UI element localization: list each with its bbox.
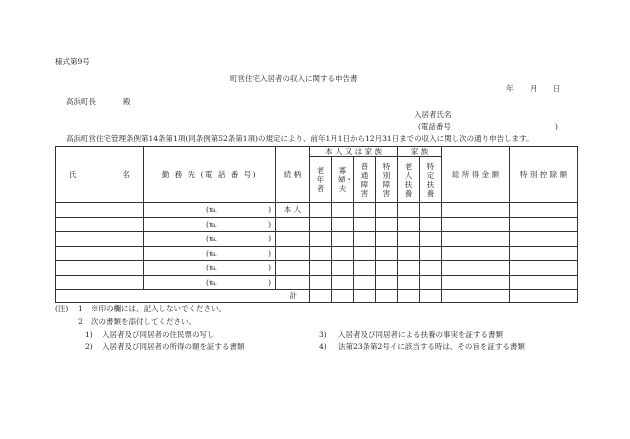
applicant-phone-label: (電話番号: [418, 122, 451, 131]
date-month: 月: [530, 84, 538, 93]
relation-cell[interactable]: [276, 275, 310, 290]
deduction-cell[interactable]: [510, 261, 578, 276]
phone-suffix: ): [268, 277, 271, 287]
phone-suffix: ): [268, 219, 271, 229]
check-cell[interactable]: [376, 275, 398, 290]
name-cell[interactable]: [56, 232, 144, 247]
attachment-3-text: 入居者及び同居者による扶養の事実を証する書類: [338, 330, 503, 339]
date-day: 日: [553, 84, 561, 93]
check-cell[interactable]: [376, 232, 398, 247]
table-row: [56, 246, 578, 261]
check-cell[interactable]: [332, 275, 354, 290]
relation-cell[interactable]: [276, 232, 310, 247]
relation-cell[interactable]: [276, 217, 310, 232]
phone-suffix: ): [268, 248, 271, 258]
check-cell[interactable]: [310, 232, 332, 247]
header-special-disability: [376, 157, 398, 203]
phone-prefix: (℡: [206, 248, 217, 258]
header-relation: [276, 147, 310, 203]
note-2-text: 次の書類を添付してください。: [91, 317, 196, 326]
phone-prefix: (℡: [206, 263, 217, 272]
workplace-cell[interactable]: [144, 261, 276, 276]
workplace-cell[interactable]: [144, 203, 276, 218]
phone-prefix: (℡: [206, 277, 217, 287]
header-elderly-label: 老年者: [316, 166, 325, 193]
applicant-name-label: 入居者氏名: [414, 110, 452, 119]
header-group-family: [398, 147, 442, 157]
check-cell[interactable]: [332, 290, 354, 303]
notes-label: (注): [55, 304, 69, 313]
check-cell[interactable]: [376, 246, 398, 261]
header-name: [56, 147, 144, 203]
header-widow-label: 寡婦・夫: [338, 166, 353, 193]
deduction-cell[interactable]: [510, 203, 578, 218]
check-cell[interactable]: [420, 217, 442, 232]
check-cell[interactable]: [332, 261, 354, 276]
check-cell[interactable]: [376, 203, 398, 218]
income-cell[interactable]: [442, 217, 510, 232]
form-number: 様式第9号: [55, 57, 90, 66]
declaration-statement: 高浜町営住宅管理条例第14条第1項(同条例第52条第1項)の規定により、前年1月1日から12月31日までの収入に関し次の通り申告します。: [66, 134, 534, 143]
header-income-label: 総 所 得 金 額: [452, 169, 500, 179]
total-label: 計: [289, 291, 297, 301]
header-specific-dependent: [420, 157, 442, 203]
header-disability-label: 普通障害: [360, 161, 369, 198]
check-cell[interactable]: [310, 261, 332, 276]
phone-prefix: (℡: [206, 219, 217, 229]
header-elderly: [310, 157, 332, 203]
attachment-1-text: 入居者及び同居者の住民票の写し: [102, 330, 215, 339]
check-cell[interactable]: [310, 217, 332, 232]
income-cell[interactable]: [442, 246, 510, 261]
check-cell[interactable]: [398, 203, 420, 218]
check-cell[interactable]: [420, 275, 442, 290]
check-cell[interactable]: [332, 232, 354, 247]
check-cell[interactable]: [354, 261, 376, 276]
check-cell[interactable]: [332, 217, 354, 232]
deduction-cell[interactable]: [510, 232, 578, 247]
phone-suffix: ): [268, 234, 271, 243]
note-2-num: 2: [78, 317, 83, 326]
relation-cell[interactable]: [276, 261, 310, 276]
check-cell[interactable]: [376, 261, 398, 276]
table-row: [56, 217, 578, 232]
income-total-cell[interactable]: [442, 290, 510, 303]
check-cell[interactable]: [398, 261, 420, 276]
header-income: [442, 147, 510, 203]
header-group-self: [310, 147, 398, 157]
name-cell[interactable]: [56, 217, 144, 232]
phone-suffix: ): [268, 205, 271, 214]
check-cell[interactable]: [310, 290, 332, 303]
attachment-4-text: 法第23条第2号イに該当する時は、その旨を証する書類: [338, 342, 525, 351]
deduction-cell[interactable]: [510, 217, 578, 232]
page-title: 町営住宅入居者の収入に関する申告書: [230, 74, 358, 83]
check-cell[interactable]: [354, 246, 376, 261]
check-cell[interactable]: [398, 217, 420, 232]
phone-prefix: (℡: [206, 205, 217, 214]
total-label-cell: [56, 290, 310, 303]
total-row: [56, 290, 578, 303]
check-cell[interactable]: [310, 275, 332, 290]
addressee-name: 高浜町長: [66, 97, 96, 106]
header-elderly-dependent: [398, 157, 420, 203]
check-cell[interactable]: [310, 203, 332, 218]
check-cell[interactable]: [398, 246, 420, 261]
header-special-disability-label: 特別障害: [382, 161, 391, 198]
check-cell[interactable]: [398, 232, 420, 247]
header-group-self-label: 本 人 又 は 家 族: [325, 146, 382, 156]
check-cell[interactable]: [354, 232, 376, 247]
check-cell[interactable]: [354, 217, 376, 232]
check-cell[interactable]: [420, 246, 442, 261]
attachment-2-num: 2): [85, 342, 93, 351]
addressee-honorific: 殿: [123, 97, 131, 106]
relation-cell[interactable]: [276, 203, 310, 218]
check-cell[interactable]: [310, 246, 332, 261]
header-name-first: 氏: [69, 169, 77, 179]
relation-self: 本 人: [283, 205, 302, 214]
header-disability: [354, 157, 376, 203]
income-cell[interactable]: [442, 275, 510, 290]
workplace-cell[interactable]: [144, 275, 276, 290]
income-cell[interactable]: [442, 261, 510, 276]
attachment-3-num: 3): [319, 330, 327, 339]
header-group-family-label: 家 族: [410, 146, 429, 156]
header-elderly-dependent-label: 老人扶養: [404, 161, 413, 198]
check-cell[interactable]: [354, 275, 376, 290]
check-cell[interactable]: [420, 290, 442, 303]
income-table: [55, 146, 578, 303]
workplace-cell[interactable]: [144, 232, 276, 247]
check-cell[interactable]: [354, 203, 376, 218]
attachment-2-text: 入居者及び同居者の所得の額を証する書類: [102, 342, 245, 351]
income-cell[interactable]: [442, 232, 510, 247]
table-row: [56, 232, 578, 247]
workplace-cell[interactable]: [144, 246, 276, 261]
check-cell[interactable]: [420, 232, 442, 247]
check-cell[interactable]: [376, 290, 398, 303]
deduction-cell[interactable]: [510, 275, 578, 290]
name-cell[interactable]: [56, 275, 144, 290]
table-row: [56, 261, 578, 276]
header-relation-label: 続 柄: [283, 169, 302, 179]
header-deduction-label: 特 別 控 除 額: [520, 169, 568, 179]
header-name-last: 名: [122, 169, 130, 179]
name-cell[interactable]: [56, 261, 144, 276]
check-cell[interactable]: [420, 203, 442, 218]
check-cell[interactable]: [332, 246, 354, 261]
note-1-num: 1: [78, 304, 83, 313]
attachment-1-num: 1): [85, 330, 93, 339]
note-1-text: ※印の欄には、記入しないでください。: [91, 304, 226, 313]
attachment-4-num: 4): [319, 342, 327, 351]
header-workplace: [144, 147, 276, 203]
table-row: [56, 275, 578, 290]
workplace-cell[interactable]: [144, 217, 276, 232]
header-widow: [332, 157, 354, 203]
check-cell[interactable]: [332, 203, 354, 218]
phone-prefix: (℡: [206, 234, 217, 243]
deduction-cell[interactable]: [510, 246, 578, 261]
check-cell[interactable]: [398, 290, 420, 303]
check-cell[interactable]: [376, 217, 398, 232]
relation-cell[interactable]: [276, 246, 310, 261]
header-specific-dependent-label: 特定扶養: [426, 161, 435, 198]
check-cell[interactable]: [420, 261, 442, 276]
applicant-phone-close: ): [555, 122, 558, 131]
table-row: [56, 203, 578, 218]
name-cell[interactable]: [56, 203, 144, 218]
header-workplace-label: 勤 務 先 (電 話 番 号): [161, 169, 258, 179]
income-cell[interactable]: [442, 203, 510, 218]
date-year: 年: [506, 84, 514, 93]
check-cell[interactable]: [354, 290, 376, 303]
check-cell[interactable]: [398, 275, 420, 290]
phone-suffix: ): [268, 263, 271, 272]
name-cell[interactable]: [56, 246, 144, 261]
deduction-total-cell[interactable]: [510, 290, 578, 303]
header-deduction: [510, 147, 578, 203]
